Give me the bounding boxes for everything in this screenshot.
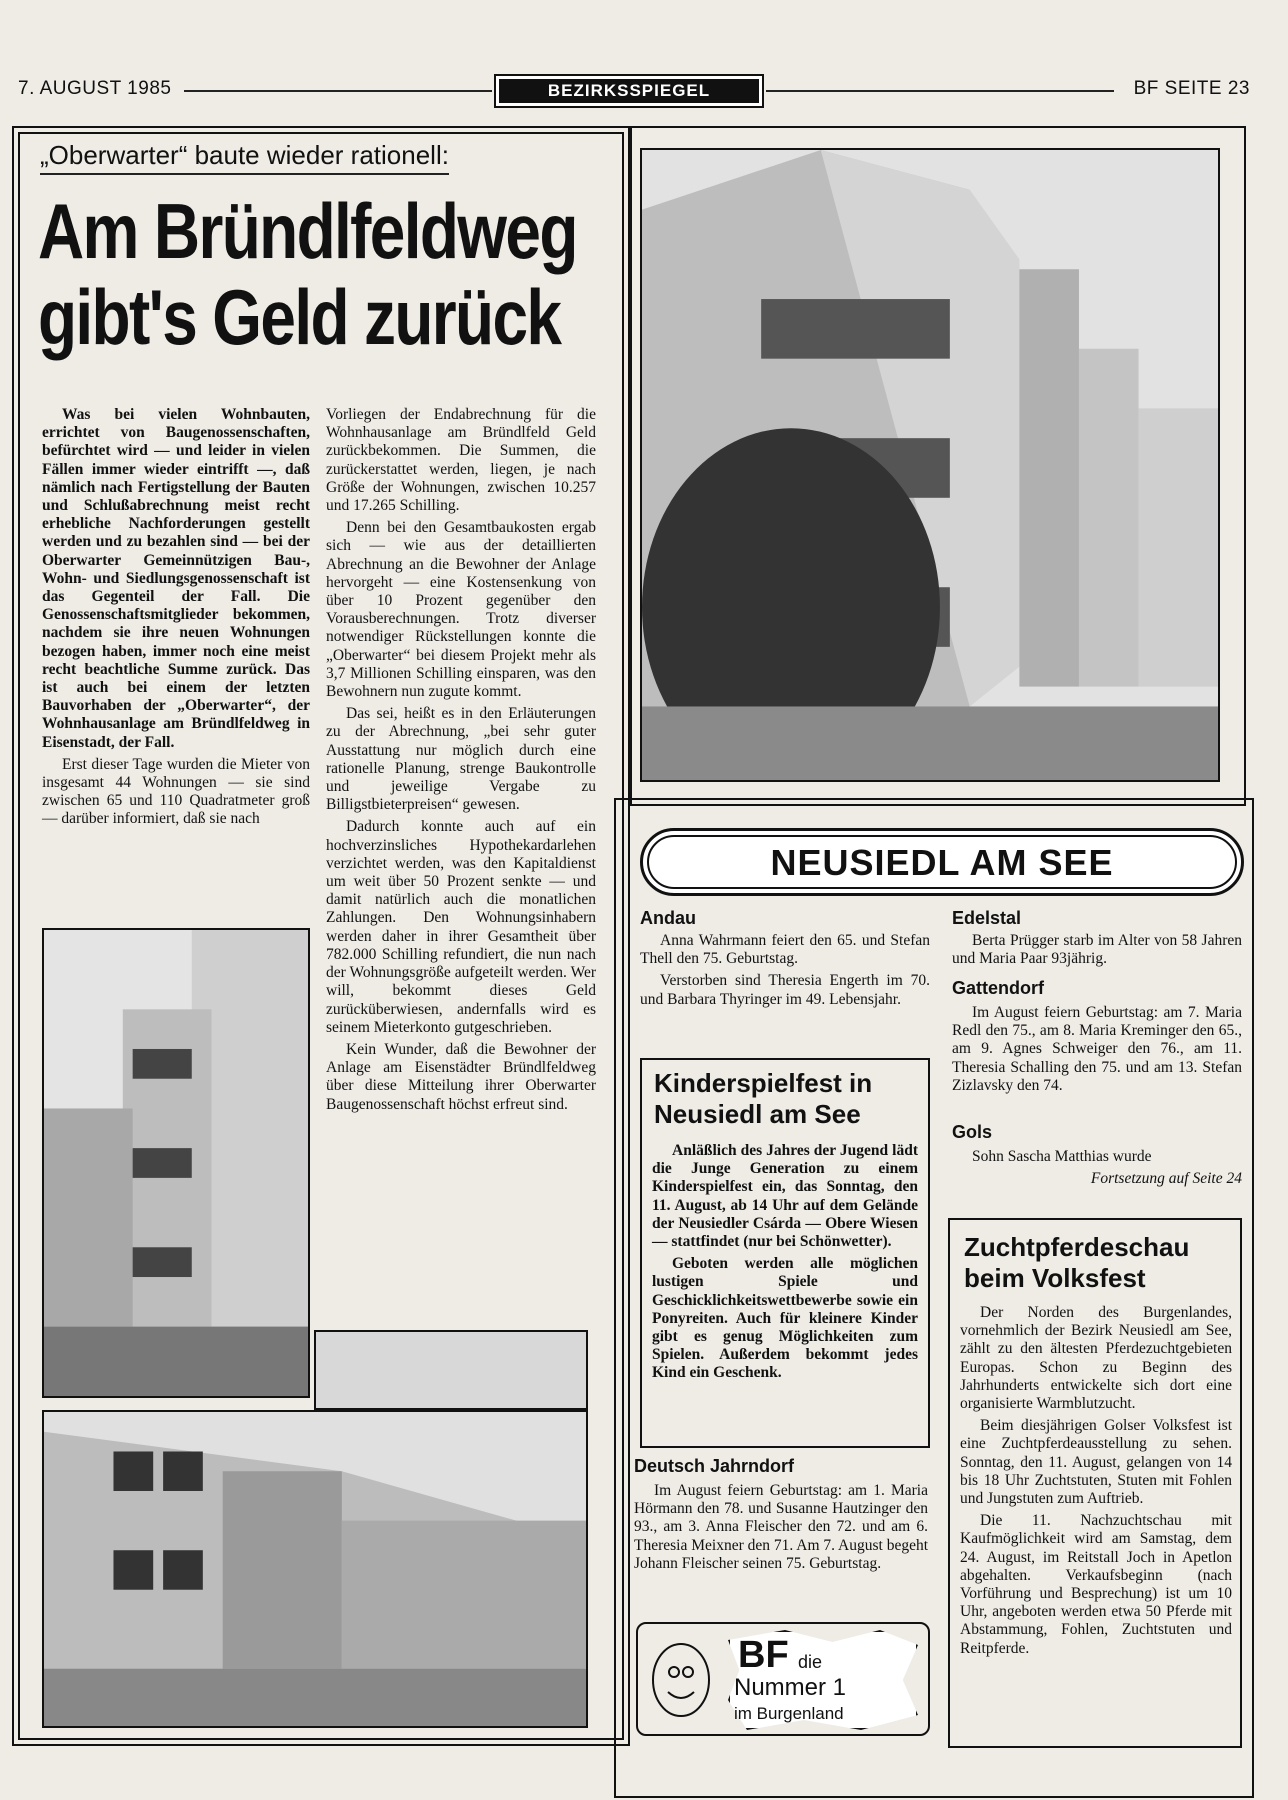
gols-paragraph: Sohn Sascha Matthias wurde — [972, 1148, 1152, 1165]
building-photo-3-top — [314, 1330, 588, 1410]
gattendorf-text — [952, 1004, 1242, 1099]
article-paragraph: Denn bei den Gesamtbaukosten ergab sich — wie aus der detaillierten Abrechnung an die Bewohner der Anlage hervorgeht — eine Kostensenkung von über 10 Prozent gegenüber den Vorausberechnungen. Trotz diverser notwendiger Rückstellungen konnte die „Oberwarter“ bei diesem Projekt mehr als 3,7 Millionen Schilling einsparen, was den Bewohnern nun zugute kommt. — [326, 519, 596, 701]
bf-ad — [636, 1622, 930, 1736]
andau-paragraph: Anna Wahrmann feiert den 65. und Stefan Thell den 75. Geburtstag. — [640, 932, 930, 968]
gols-continuation: Fortsetzung auf Seite 24 — [1090, 1170, 1242, 1188]
article-headline — [38, 187, 577, 361]
zuchtpferdeschau-paragraph: Die 11. Nachzuchtschau mit Kaufmöglichkeit wird am Samstag, dem 24. August, im Reitstall Joch in Apetlon abgehalten. Verkaufsbeginn (nach Vorführung und Besprechung) ist um 10 Uhr, angeboten werden etwa 50 Pferde mit Abstammung, Fohlen, Zuchtstuten und Reitpferde. — [960, 1512, 1232, 1657]
article-paragraph: Kein Wunder, daß die Bewohner der Anlage am Eisenstädter Bründlfeldweg über diese Mitteilung ihrer Oberwarter Baugenossenschaft höchst erfreut sind. — [326, 1040, 596, 1113]
gattendorf-paragraph: Im August feiern Geburtstag: am 7. Maria Redl den 75., am 8. Maria Kreminger den 65., am 9. Agnes Schweiger den 76., am 11. Theresia Schalling den 75. und am 13. Stefan Zizlavsky den 74. — [952, 1004, 1242, 1094]
article-column-2 — [326, 406, 596, 1118]
page-number: BF SEITE 23 — [1133, 78, 1250, 99]
ad-bf: BF — [738, 1634, 789, 1676]
edelstal-text — [952, 932, 1242, 972]
issue-date: 7. AUGUST 1985 — [18, 78, 172, 99]
gols-heading: Gols — [952, 1122, 993, 1142]
article-column-1 — [42, 406, 310, 833]
article-lead: Was bei vielen Wohnbauten, errichtet von Baugenossenschaften, befürchtet wird — und leider in vielen Fällen immer wieder eintrifft —, daß nämlich nach Fertigstellung der Bauten und Schlußabrechnung meist recht erhebliche Nachforderungen gestellt werden und zu bezahlen sind — bei der Oberwarter Gemeinnützigen Bau-, Wohn- und Siedlungsgenossenschaft ist das Gegenteil der Fall. Die Genossenschaftsmitglieder bekommen, nachdem sie ihre neuen Wohnungen bezogen haben, immer noch eine meist recht beachtliche Summe zurück. Das ist auch bei einem der letzten Bauvorhaben der „Oberwarter“, der Wohnhausanlage am Bründlfeldweg in Eisenstadt, der Fall. — [42, 406, 310, 751]
deutsch-jahrndorf-heading: Deutsch Jahrndorf — [634, 1456, 795, 1476]
deutsch-jahrndorf-paragraph: Im August feiern Geburtstag: am 1. Maria Hörmann den 78. und Susanne Hautzinger den 93., am 3. Anna Fleischer den 72. und am 6. Theresia Meixner den 71. Am 7. August begeht Johann Fleischer seinen 75. Geburtstag. — [634, 1482, 929, 1572]
neusiedl-banner — [640, 828, 1244, 896]
andau-heading: Andau — [640, 908, 696, 928]
article-paragraph: Dadurch konnte auch auf ein hochverzinsliches Hypothekardarlehen verzichtet werden, was den Kapitaldienst um weit über 50 Prozent senkte — und damit natürlich auch die monatlichen Zahlungen. Den Wohnungsinhabern werden daher in ihrer Gesamtheit über 782.000 Schilling refundiert, die nun nach der Wohnungsgröße aufgeteilt werden. Wer will, bekommt dieses Geld zurücküberwiesen, andernfalls wird es seinem Mieterkonto gutgeschrieben. — [326, 818, 596, 1036]
building-photo-2 — [42, 928, 310, 1398]
andau-text — [640, 932, 930, 1013]
header-rule-right — [766, 90, 1114, 92]
article-paragraph: Vorliegen der Endabrechnung für die Wohnhausanlage am Bründlfeld Geld zurückbekommen. Die Summen, die zurückerstattet werden, liegen, je nach Größe der Wohnungen, zwischen 10.257 und 17.265 Schilling. — [326, 406, 596, 515]
zuchtpferdeschau-title: Zuchtpferdeschau beim Volksfest — [964, 1232, 1190, 1293]
apartment-building-photo — [640, 148, 1220, 782]
zuchtpferdeschau-paragraph: Der Norden des Burgenlandes, vornehmlich der Bezirk Neusiedl am See, zählt zu den ältesten Pferdezuchtgebieten Europas. Schon zu Beginn des Jahrhunderts entwickelte sich dort eine organisierte Warmblutzucht. — [960, 1304, 1232, 1413]
article-kicker: „Oberwarter“ baute wieder rationell: — [40, 140, 449, 175]
andau-paragraph: Verstorben sind Theresia Engerth im 70. und Barbara Thyringer im 49. Lebensjahr. — [640, 972, 930, 1008]
edelstal-heading: Edelstal — [952, 908, 1022, 928]
headline-line-1: Am Bründlfeldweg — [38, 187, 577, 275]
article-paragraph: Erst dieser Tage wurden die Mieter von insgesamt 44 Wohnungen — sie sind zwischen 65 und 110 Quadratmeter groß — darüber informiert, daß sie nach — [42, 755, 310, 828]
header-rule-left — [184, 90, 492, 92]
ad-die: die — [798, 1652, 823, 1672]
gattendorf-heading: Gattendorf — [952, 978, 1044, 998]
kinderspielfest-paragraph: Anläßlich des Jahres der Jugend lädt die Junge Generation zu einem Kinderspielfest ein, das Sonntag, den 11. August, ab 14 Uhr auf dem Gelände der Neusiedler Csárda — Obere Wiesen — stattfindet (nur bei Schönwetter). — [652, 1142, 918, 1251]
headline-line-2: gibt's Geld zurück — [38, 273, 561, 361]
building-photo-3 — [42, 1410, 588, 1728]
neusiedl-banner-text: NEUSIEDL AM SEE — [647, 835, 1237, 889]
article-paragraph: Das sei, heißt es in den Erläuterungen zu der Abrechnung, „bei sehr guter Ausstattung nur möglich durch eine rationelle Planung, strenge Baukontrolle und jeweilige Vergabe zu Billigstbieterpreisen“ gewesen. — [326, 705, 596, 814]
gols-text — [952, 1148, 1242, 1192]
ad-nummer: Nummer 1 — [734, 1674, 847, 1701]
deutsch-jahrndorf-text — [634, 1482, 928, 1577]
edelstal-paragraph: Berta Prügger starb im Alter von 58 Jahren und Maria Paar 93jährig. — [952, 932, 1242, 968]
kinderspielfest-text — [652, 1142, 918, 1387]
section-label — [494, 74, 764, 108]
zuchtpferdeschau-text — [960, 1304, 1232, 1662]
mascot-icon — [646, 1634, 716, 1726]
section-label-text: BEZIRKSSPIEGEL — [499, 79, 759, 103]
kinderspielfest-paragraph: Geboten werden alle möglichen lustigen Spiele und Geschicklichkeitswettbewerbe sowie ein Ponyreiten. Auch für kleinere Kinder gibt es genug Möglichkeiten zum Spielen. Außerdem bekommt jedes Kind ein Geschenk. — [652, 1255, 918, 1382]
kinderspielfest-title: Kinderspielfest in Neusiedl am See — [654, 1068, 873, 1129]
zuchtpferdeschau-paragraph: Beim diesjährigen Golser Volksfest ist eine Zuchtpferdeausstellung zu sehen. Sonntag, den 11. August, gelangen von 14 bis 18 Uhr Zuchtstuten, Stuten mit Fohlen und Jungstuten zum Auftrieb. — [960, 1417, 1232, 1508]
ad-region: im Burgenland — [734, 1704, 844, 1723]
